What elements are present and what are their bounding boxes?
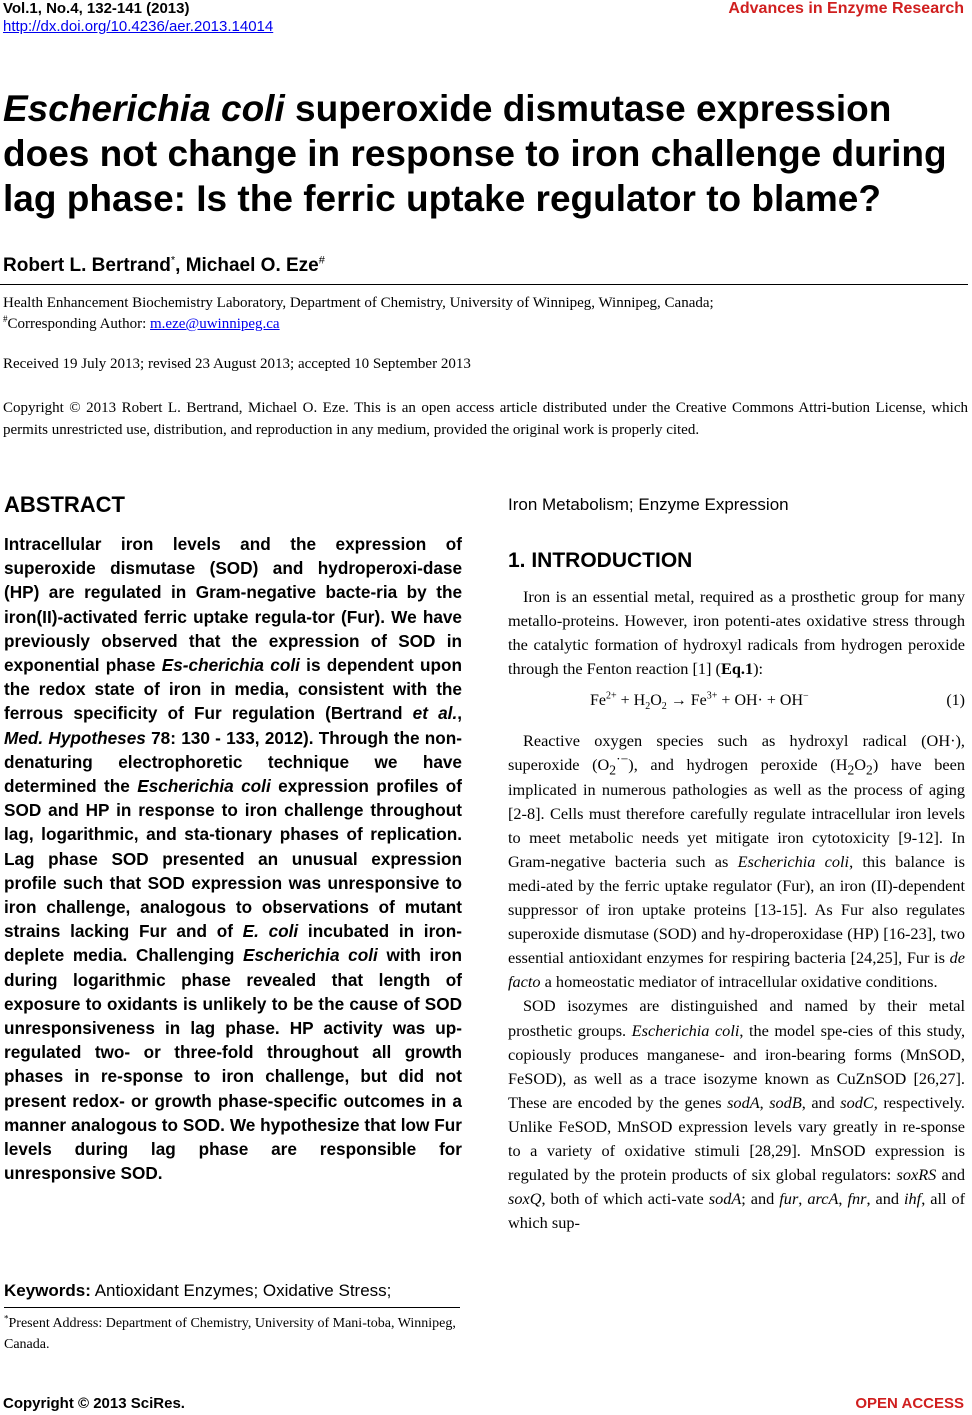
corresponding-email-link[interactable]: m.eze@uwinnipeg.ca	[150, 316, 280, 332]
author-separator: ,	[175, 255, 186, 276]
paragraph-segment: ,	[759, 1092, 770, 1112]
eq-term: + OH· + OH	[717, 692, 804, 710]
paragraph-italic: de facto	[508, 948, 965, 992]
gene-name: sodB	[769, 1092, 802, 1112]
paragraph-segment: , this balance is medi-ated by the ferric uptake regulator (Fur), an iron (II)-dependent suppressor of iron uptake proteins [13-15]. As Fur also regulates superoxide dismutase (SOD) and hy-droperoxidase (HP) [16-23], two essential antioxidant enzymes for respiring bacteria [24,25], Fur is	[508, 851, 966, 968]
footnote-divider	[4, 1307, 460, 1308]
intro-paragraph-2: Reactive oxygen species such as hydroxyl radical (OH·), superoxide $(O_2^{\cdot-})$, and hydrogen peroxide $(H_2O_2)$ have been implicated in numerous pathologies as well as the process of aging [2-8]. Cells must therefore carefully regulate intracellular iron levels to meet metabolic needs yet mitigate iron cytotoxicity [9-12]. In Gram-negative bacteria such as Escherichia coli, this balance is medi-ated by the ferric uptake regulator (Fur), an iron (II)-dependent suppressor of iron uptake proteins [13-15]. As Fur also regulates superoxide dismutase (SOD) and hy-droperoxidase (HP) [16-23], two essential antioxidant enzymes for respiring bacteria [24,25], Fur is de facto a homeostatic mediator of intracellular oxidative conditions.	[508, 731, 966, 992]
abstract-italic: et al.	[412, 703, 458, 724]
gene-name: soxQ	[508, 1189, 542, 1209]
author-list	[3, 255, 325, 277]
gene-name: fur	[779, 1189, 799, 1209]
paragraph-segment: ; and	[741, 1189, 780, 1209]
paragraph-segment: , and	[866, 1189, 904, 1209]
paragraph-segment: , the model spe-cies of this study, copiously produces manganese- and iron-bearing forms (MnSOD, FeSOD), as well as a trace isozyme known as CuZnSOD [26,27]. These are encoded by the genes	[508, 1020, 966, 1112]
superoxide-o: O	[597, 755, 610, 775]
affiliation-lab: Health Enhancement Biochemistry Laboratory, Department of Chemistry, University of Winnipeg, Winnipeg, Canada;	[3, 295, 714, 311]
paragraph-segment: ):	[753, 659, 764, 679]
intro-paragraph-1	[508, 585, 965, 681]
author-name: Robert L. Bertrand	[3, 255, 171, 276]
abstract-segment: with iron during logarithmic phase revealed that length of exposure to oxidants is unlikely to be the cause of SOD unresponsiveness in lag phase. HP activity was up-regulated two- or three-fold throughout all growth phases in re-sponse to iron challenge, but did not present redox- or growth phase-specific outcomes in a manner analogous to SOD. We hypothesize that low Fur levels during lag phase are responsible for unresponsive SOD.	[4, 945, 462, 1184]
eq-term: + H	[616, 692, 646, 710]
paragraph-italic: Escherichia coli	[737, 851, 850, 871]
equation-body	[590, 691, 809, 713]
superoxide-symbol: $(O_2^{\cdot-})$	[592, 752, 634, 778]
left-column	[4, 492, 462, 1185]
paragraph-segment: Reactive oxygen species such as hydroxyl radical (OH·), superoxide	[508, 731, 965, 775]
gene-name: ihf	[903, 1189, 922, 1209]
eq-charge: 3+	[706, 691, 718, 703]
equation-reference: Eq.1	[720, 659, 754, 679]
paragraph-segment: , respectively. Unlike FeSOD, MnSOD expression levels vary greatly in re-sponse to a variety of oxidative stimuli [28,29]. MnSOD expression is regulated by the protein products of six global regulators:	[508, 1092, 965, 1185]
section-heading: 1. INTRODUCTION	[508, 549, 693, 572]
paragraph-segment: , and hydrogen peroxide (H	[633, 755, 848, 775]
keywords-continued: Iron Metabolism; Enzyme Expression	[508, 495, 789, 514]
abstract-italic: Escherichia coli	[137, 776, 271, 797]
eq-charge: 2+	[606, 691, 617, 703]
paragraph-segment: , all of which sup-	[508, 1189, 966, 1233]
author-mark: *	[170, 254, 176, 267]
gene-name: arcA	[807, 1189, 839, 1209]
abstract-heading: ABSTRACT	[4, 492, 125, 517]
received-dates: Received 19 July 2013; revised 23 August 2013; accepted 10 September 2013	[3, 356, 471, 372]
intro-paragraph-3	[508, 994, 965, 1235]
paragraph-segment: , both of which acti-vate	[541, 1189, 709, 1209]
paragraph-segment: Iron is an essential metal, required as a prosthetic group for many metallo-proteins. However, iron potenti-ates oxidative stress through the catalytic formation of hydroxyl radicals from hydrogen peroxide through the Fenton reaction [1] (	[508, 587, 965, 679]
fenton-equation	[508, 681, 965, 729]
copyright-notice: Copyright © 2013 Robert L. Bertrand, Michael O. Eze. This is an open access article distributed under the Creative Commons Attri-bution License, which permits unrestricted use, distribution, and reproduction in any medium, provided the original work is properly cited.	[3, 400, 968, 438]
author-mark: #	[318, 254, 325, 267]
abstract-italic: E. coli	[242, 921, 299, 942]
abstract-segment: ,	[457, 703, 462, 724]
abstract-italic: Escherichia coli	[243, 945, 378, 966]
keywords-label: Keywords:	[4, 1281, 91, 1300]
journal-name: Advances in Enzyme Research	[728, 0, 964, 17]
keywords	[4, 1281, 462, 1301]
paragraph-segment: SOD isozymes are distinguished and named by their metal prosthetic groups.	[508, 996, 965, 1040]
gene-name: sodC	[840, 1092, 874, 1112]
paragraph-segment: ) have been implicated in numerous pathologies as well as the process of aging [2-8]. Cells must therefore carefully regulate intracellular iron levels to meet metabolic needs yet mitigate iron cytotoxicity [9-12]. In Gram-negative bacteria such as	[508, 755, 966, 871]
footnote-mark: *	[4, 1313, 9, 1324]
eq-term: → Fe	[666, 692, 707, 710]
eq-subscript: 2	[661, 701, 667, 713]
affiliation	[3, 293, 968, 335]
abstract-segment: incubated in iron-deplete media. Challenging	[4, 921, 462, 966]
abstract-segment: expression profiles of SOD and HP in response to iron challenge throughout lag, logarithmic, and sta-tionary phases of replication. Lag phase SOD presented an unusual expression profile such that SOD expression was unresponsive to iron challenge, analogous to observations of mutant strains lacking Fur and of	[4, 776, 462, 942]
corresponding-label: Corresponding Author:	[7, 316, 150, 332]
corresponding-mark: #	[3, 314, 8, 324]
footer-copyright: Copyright © 2013 SciRes.	[3, 1395, 185, 1412]
eq-subscript: 2	[645, 701, 651, 713]
abstract-italic: Med. Hypotheses	[4, 727, 146, 748]
paragraph-italic: Escherichia coli	[631, 1020, 740, 1040]
footnote	[4, 1313, 462, 1355]
gene-name: sodA	[708, 1189, 742, 1209]
abstract-segment: Intracellular iron levels and the expression of superoxide dismutase (SOD) and hydroperoxi-dase (HP) are regulated in Gram-negative bacte-ria by the iron(II)-activated ferric uptake regula-tor (Fur). We have previously observed that the expression of SOD in exponential phase	[4, 534, 462, 676]
right-column	[508, 495, 965, 1235]
abstract-segment: 78: 130 - 133, 2012). Through the non-denaturing electrophoretic technique we have determined the	[4, 727, 463, 797]
title-text: superoxide dismutase expression does not change in response to iron challenge during lag phase: Is the ferric uptake regulator to blame?	[3, 88, 947, 219]
header-divider	[0, 284, 968, 285]
footer-open-access: OPEN ACCESS	[855, 1395, 964, 1412]
abstract-segment: is dependent upon the redox state of iron in media, consistent with the ferrous specificity of Fur regulation (Bertrand	[4, 655, 462, 724]
paragraph-segment: , and	[801, 1092, 841, 1112]
paper-title	[3, 86, 968, 221]
eq-charge: −	[803, 691, 809, 703]
paragraph-segment: ,	[798, 1189, 808, 1209]
eq-term: Fe	[590, 692, 606, 710]
paragraph-segment: a homeostatic mediator of intracellular oxidative conditions.	[540, 972, 938, 992]
title-species: Escherichia coli	[3, 88, 285, 129]
abstract-italic: Es-cherichia coli	[161, 655, 300, 676]
superoxide-sup: ·−	[616, 752, 629, 768]
footnote-text: Present Address: Department of Chemistry, University of Mani-toba, Winnipeg, Canada.	[4, 1316, 456, 1352]
gene-name: fnr	[847, 1189, 867, 1209]
gene-name: soxRS	[896, 1165, 937, 1185]
author-name: Michael O. Eze	[185, 255, 319, 276]
doi-link[interactable]: http://dx.doi.org/10.4236/aer.2013.14014	[3, 18, 274, 35]
gene-name: sodA	[727, 1092, 760, 1112]
corresponding-author	[3, 314, 968, 335]
keywords-part1: Antioxidant Enzymes; Oxidative Stress;	[90, 1281, 392, 1300]
superoxide-sub: 2	[609, 762, 617, 778]
equation-number: (1)	[946, 692, 965, 710]
journal-volume: Vol.1, No.4, 132-141 (2013)	[3, 0, 190, 17]
paragraph-segment: O	[854, 755, 867, 775]
paragraph-segment: and	[936, 1165, 965, 1185]
paragraph-segment: ,	[838, 1189, 848, 1209]
eq-term: O	[650, 692, 662, 710]
abstract-text	[4, 532, 462, 1185]
